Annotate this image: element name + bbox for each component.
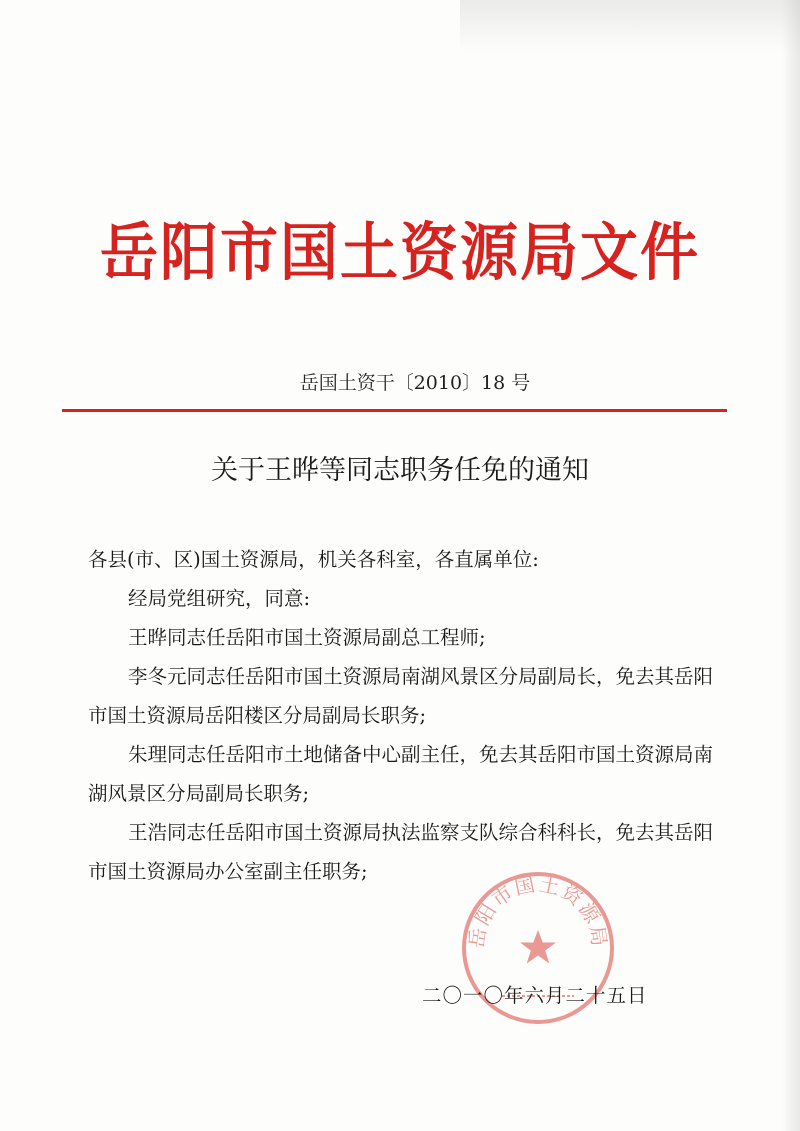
paragraph-4: 朱理同志任岳阳市土地储备中心副主任，免去其岳阳市国土资源局南湖风景区分局副局长职务; [88, 743, 714, 805]
notice-body [88, 540, 728, 891]
paragraph-2: 王晔同志任岳阳市国土资源局副总工程师; [128, 626, 486, 649]
scan-shadow-right [782, 0, 800, 1131]
paragraph-1: 经局党组研究，同意: [128, 587, 311, 610]
document-number: 岳国土资干〔2010〕18 号 [299, 372, 531, 394]
seal-text: 岳阳市国土资源局 [464, 871, 612, 950]
red-divider-line [62, 409, 727, 412]
notice-title: 关于王晔等同志职务任免的通知 [211, 455, 589, 486]
seal-star-icon [520, 930, 556, 964]
scan-shadow-top [460, 0, 800, 52]
salutation: 各县(市、区)国土资源局，机关各科室，各直属单位: [88, 548, 539, 571]
issuer-red-header: 岳阳市国土资源局文件 [99, 215, 700, 290]
paragraph-5: 王浩同志任岳阳市国土资源局执法监察支队综合科科长，免去其岳阳市国土资源局办公室副主任职务; [88, 821, 714, 883]
issue-date: 二〇一〇年六月二十五日 [422, 984, 648, 1007]
paragraph-3: 李冬元同志任岳阳市国土资源局南湖风景区分局副局长，免去其岳阳市国土资源局岳阳楼区分局副局长职务; [88, 665, 714, 727]
